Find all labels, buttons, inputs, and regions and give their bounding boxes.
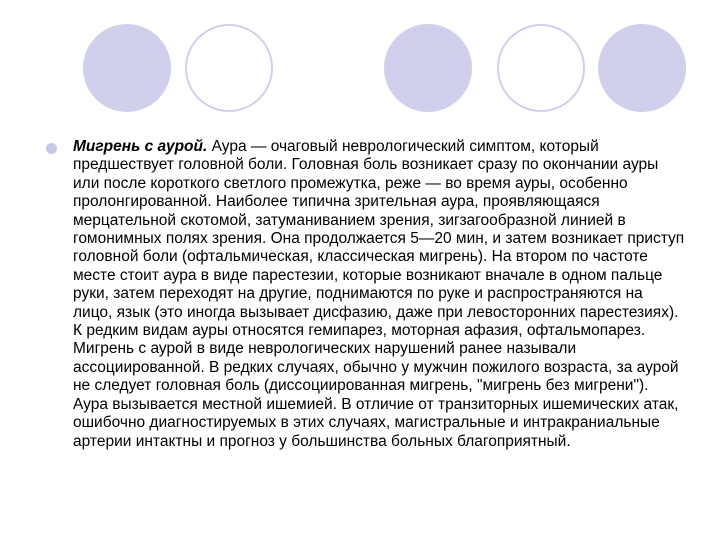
- decorative-circles: [0, 0, 720, 120]
- outline-circle-decoration: [497, 24, 585, 112]
- filled-circle-decoration: [598, 24, 686, 112]
- bullet-dot-icon: [46, 143, 57, 154]
- bullet-item: [46, 138, 686, 451]
- bullet-paragraph: [73, 138, 686, 451]
- filled-circle-decoration: [384, 24, 472, 112]
- slide-content: [46, 138, 686, 451]
- paragraph-lead: Мигрень с аурой.: [73, 138, 208, 155]
- paragraph-body: Аура — очаговый неврологический симптом, который предшествует головной боли. Головная боль возникает сразу по окончании ауры или после короткого светлого промежутка, реже — во время ауры, особенно пролонгированной. Наиболее типична зрительная аура, проявляющаяся мерцательной скотомой, затуманиванием зрения, зигзагообразной линией в гомонимных полях зрения. Она продолжается 5—20 мин, и затем возникает приступ головной боли (офтальмическая, классическая мигрень). На втором по частоте месте стоит аура в виде парестезии, которые возникают вначале в одном пальце руки, затем переходят на другие, поднимаются по руке и распространяются на лицо, язык (это иногда вызывает дисфазию, даже при левосторонних парестезиях). К редким видам ауры относятся гемипарез, моторная афазия, офтальмопарез. Мигрень с аурой в виде неврологических нарушений ранее называли ассоциированной. В редких случаях, обычно у мужчин пожилого возраста, за аурой не следует головная боль (диссоциированная мигрень, "мигрень без мигрени"). Аура вызывается местной ишемией. В отличие от транзиторных ишемических атак, ошибочно диагностируемых в этих случаях, магистральные и интракраниальные артерии интактны и прогноз у большинства больных благоприятный.: [73, 138, 685, 450]
- filled-circle-decoration: [83, 24, 171, 112]
- outline-circle-decoration: [185, 24, 273, 112]
